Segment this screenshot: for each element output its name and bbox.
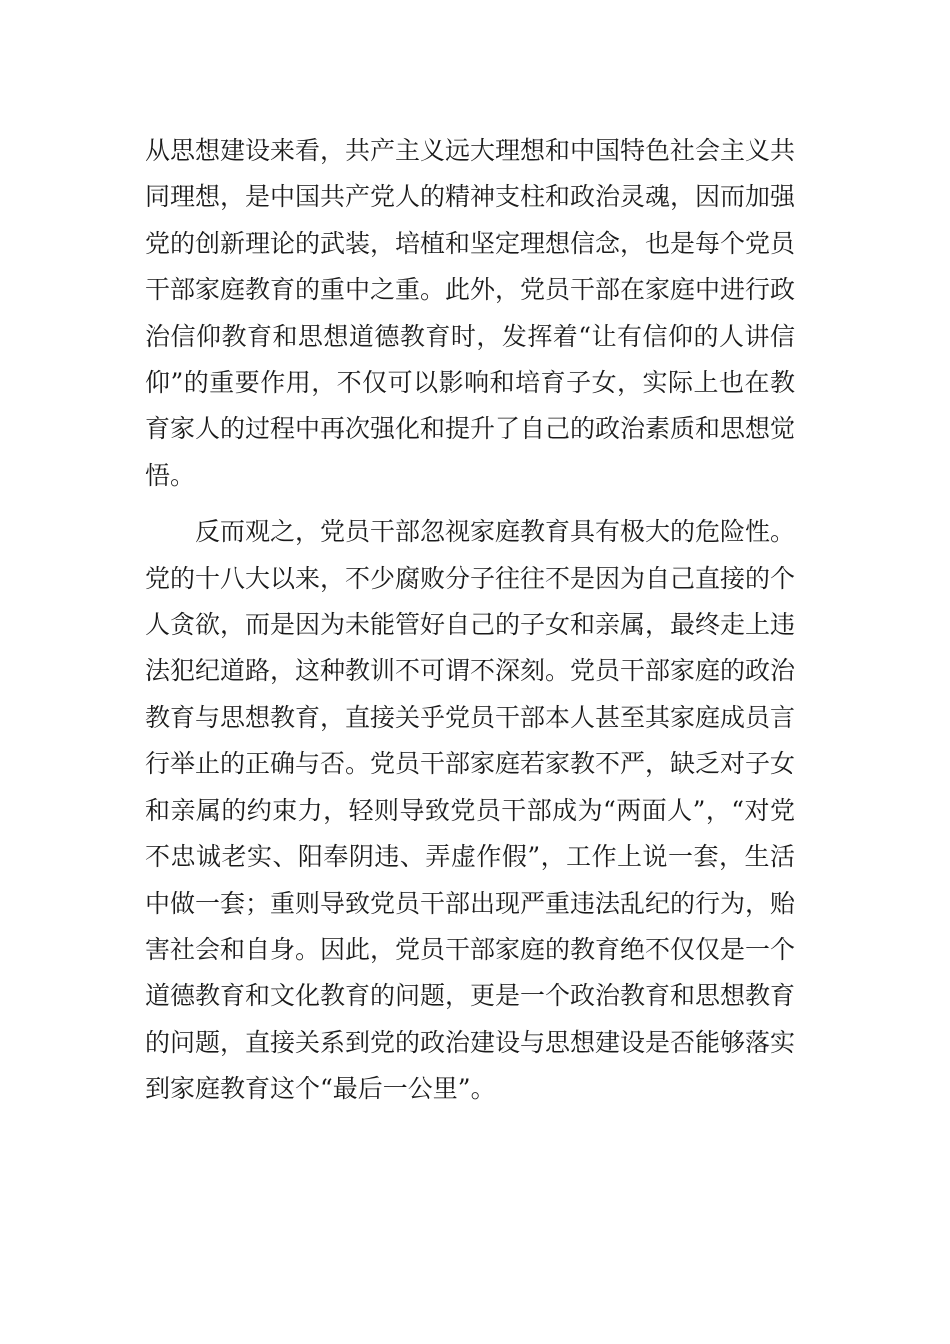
paragraph-ideological-construction: 从思想建设来看，共产主义远大理想和中国特色社会主义共同理想，是中国共产党人的精神支柱和政治灵魂，因而加强党的创新理论的武装，培植和坚定理想信念，也是每个党员干部家庭教育的重中之重。此外，党员干部在家庭中进行政治信仰教育和思想道德教育时，发挥着“让有信仰的人讲信仰”的重要作用，不仅可以影响和培育子女，实际上也在教育家人的过程中再次强化和提升了自己的政治素质和思想觉悟。	[145, 136, 796, 490]
document-body	[145, 128, 795, 1113]
paragraph-family-education-risk: 反而观之，党员干部忽视家庭教育具有极大的危险性。党的十八大以来，不少腐败分子往往不是因为自己直接的个人贪欲，而是因为未能管好自己的子女和亲属，最终走上违法犯纪道路，这种教训不可谓不深刻。党员干部家庭的政治教育与思想教育，直接关乎党员干部本人甚至其家庭成员言行举止的正确与否。党员干部家庭若家教不严，缺乏对子女和亲属的约束力，轻则导致党员干部成为“两面人”，“对党不忠诚老实、阳奉阴违、弄虚作假”，工作上说一套，生活中做一套；重则导致党员干部出现严重违法乱纪的行为，贻害社会和自身。因此，党员干部家庭的教育绝不仅仅是一个道德教育和文化教育的问题，更是一个政治教育和思想教育的问题，直接关系到党的政治建设与思想建设是否能够落实到家庭教育这个“最后一公里”。	[145, 517, 796, 1104]
